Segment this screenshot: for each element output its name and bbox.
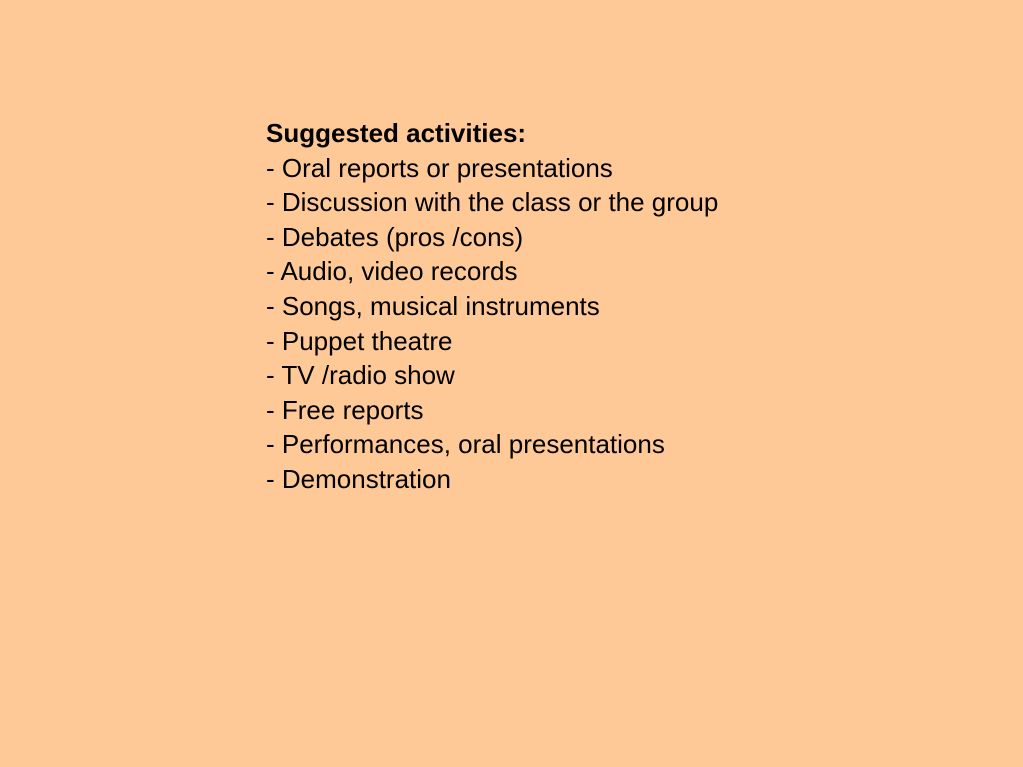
activity-item: - Demonstration: [266, 463, 451, 494]
activities-text-block: [266, 116, 746, 497]
activity-item: - Audio, video records: [266, 256, 518, 287]
activity-item: - Songs, musical instruments: [266, 290, 600, 321]
activity-item: - Oral reports or presentations: [266, 152, 613, 183]
activity-item: - Performances, oral presentations: [266, 429, 665, 460]
activity-item: - Free reports: [266, 394, 424, 425]
activity-item: - Puppet theatre: [266, 325, 453, 356]
activity-item: - Discussion with the class or the group: [266, 187, 719, 218]
activities-heading: Suggested activities:: [266, 118, 527, 148]
activity-item: - TV /radio show: [266, 360, 455, 391]
activity-item: - Debates (pros /cons): [266, 221, 524, 252]
